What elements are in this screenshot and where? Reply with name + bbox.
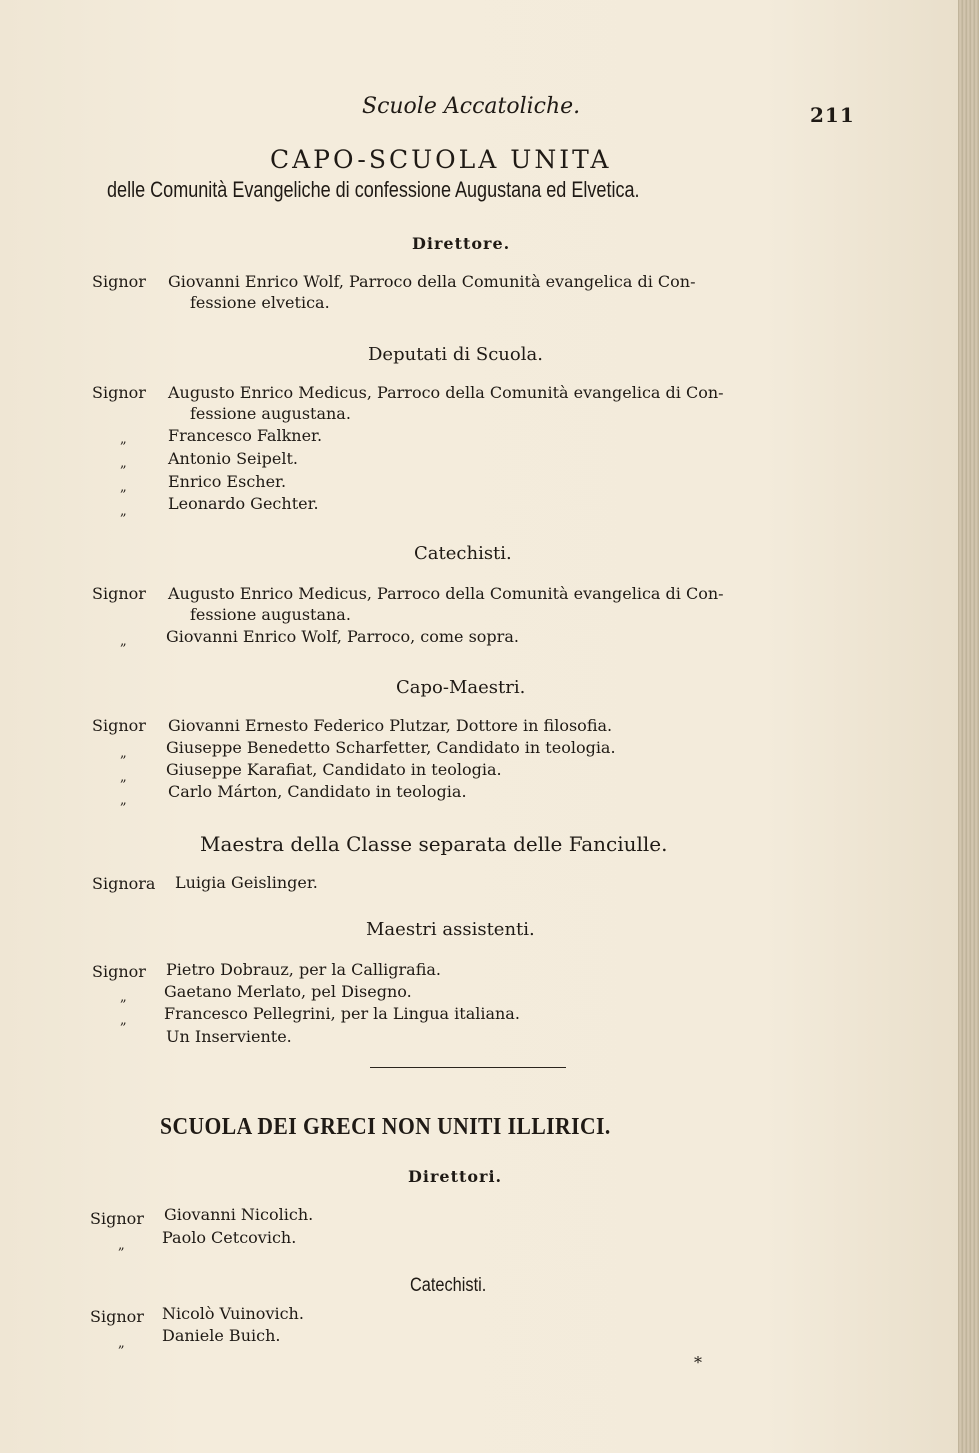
section-title-greci: SCUOLA DEI GRECI NON UNITI ILLIRICI. [160, 1114, 611, 1140]
ditto-mark: „ [118, 1238, 125, 1253]
entry-text: Giuseppe Karafiat, Candidato in teologia. [166, 760, 502, 779]
heading-maestra: Maestra della Classe separata delle Fanciulle. [200, 832, 668, 856]
entry-text: Carlo Márton, Candidato in teologia. [168, 782, 467, 801]
heading-capo-maestri: Capo-Maestri. [396, 677, 526, 698]
entry-text: Giovanni Enrico Wolf, Parroco della Comunità evangelica di Con- [168, 272, 696, 291]
entry-text: Giovanni Ernesto Federico Plutzar, Dottore in filosofia. [168, 716, 613, 735]
heading-catechisti: Catechisti. [414, 543, 512, 564]
entry-text: Paolo Cetcovich. [162, 1228, 297, 1247]
entry-text: Antonio Seipelt. [168, 449, 298, 468]
entry-text: Francesco Pellegrini, per la Lingua italiana. [164, 1004, 520, 1023]
entry-text: Francesco Falkner. [168, 426, 323, 445]
entry-text: Augusto Enrico Medicus, Parroco della Comunità evangelica di Con- [168, 584, 724, 603]
entry-text: Nicolò Vuinovich. [162, 1304, 304, 1323]
ditto-mark: „ [120, 504, 127, 519]
ditto-mark: „ [120, 793, 127, 808]
ditto-mark: „ [120, 990, 127, 1005]
section-subtitle: delle Comunità Evangeliche di confessione Augustana ed Elvetica. [107, 177, 640, 202]
entry-text: Gaetano Merlato, pel Disegno. [164, 982, 412, 1001]
entry-prefix: Signor [92, 584, 146, 603]
entry-text: Giovanni Nicolich. [164, 1205, 314, 1224]
page-edge [958, 0, 979, 1453]
footer-asterisk: * [694, 1353, 702, 1372]
entry-prefix: Signor [92, 272, 146, 291]
heading-maestri-assistenti: Maestri assistenti. [366, 919, 535, 940]
entry-prefix: Signor [92, 716, 146, 735]
running-title: Scuole Accatoliche. [362, 94, 581, 119]
entry-text: Giuseppe Benedetto Scharfetter, Candidato in teologia. [166, 738, 616, 757]
heading-deputati: Deputati di Scuola. [368, 344, 543, 365]
entry-text: fessione elvetica. [190, 293, 330, 312]
entry-text: Luigia Geislinger. [175, 873, 318, 892]
section-divider [370, 1067, 566, 1068]
section-title-capo-scuola: CAPO-SCUOLA UNITA [270, 145, 612, 174]
entry-text: fessione augustana. [190, 404, 351, 423]
entry-text: Daniele Buich. [162, 1326, 281, 1345]
entry-prefix: Signor [90, 1307, 144, 1326]
entry-text: Giovanni Enrico Wolf, Parroco, come sopra. [166, 627, 519, 646]
ditto-mark: „ [120, 432, 127, 447]
entry-prefix: Signora [92, 874, 156, 893]
entry-text: Enrico Escher. [168, 472, 287, 491]
page-number: 211 [810, 103, 855, 127]
entry-prefix: Signor [92, 962, 146, 981]
ditto-mark: „ [118, 1336, 125, 1351]
entry-prefix: Signor [90, 1209, 144, 1228]
ditto-mark: „ [120, 746, 127, 761]
heading-catechisti-greci: Catechisti. [410, 1275, 487, 1296]
entry-text: fessione augustana. [190, 605, 351, 624]
entry-prefix: Signor [92, 383, 146, 402]
entry-text: Un Inserviente. [166, 1027, 292, 1046]
ditto-mark: „ [120, 480, 127, 495]
entry-text: Leonardo Gechter. [168, 494, 319, 513]
ditto-mark: „ [120, 456, 127, 471]
ditto-mark: „ [120, 1013, 127, 1028]
entry-text: Augusto Enrico Medicus, Parroco della Comunità evangelica di Con- [168, 383, 724, 402]
heading-direttore: Direttore. [412, 234, 511, 253]
ditto-mark: „ [120, 634, 127, 649]
ditto-mark: „ [120, 770, 127, 785]
entry-text: Pietro Dobrauz, per la Calligrafia. [166, 960, 441, 979]
heading-direttori: Direttori. [408, 1167, 503, 1186]
